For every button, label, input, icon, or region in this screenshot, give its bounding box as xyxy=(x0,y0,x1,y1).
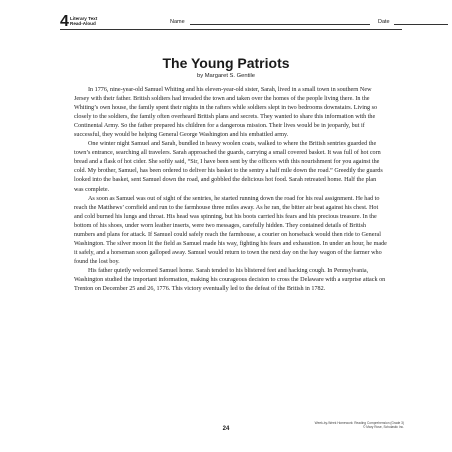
header-section-line1: Literary Text xyxy=(70,16,98,21)
name-field[interactable] xyxy=(190,24,370,25)
footer-credit xyxy=(315,421,404,429)
story-paragraph-3: As soon as Samuel was out of sight of the sentries, he started running down the road for his real assignment. He had to reach the Matthews’ cornfield and run to the farmhouse three miles away. As he ran, the bitter air beat against his chest. Hot and cold burned his lungs and throat. His head was spinning, but his boots carried his fears and his precious treasure. In the bottom of his shoes, under worn leather inserts, were two messages, carefully hidden. They contained details of British numbers and plans for attack. If Samuel could safely reach the farmhouse, a courier on horseback would then ride to General Washington. The silver moon lit the field as Samuel made his way, fighting his fears and exhaustion. In under an hour, he made it safely, and a horseman soon galloped away. Samuel would return to town the next day on the hay wagon of the farmer who found the lost boy. xyxy=(74,195,387,265)
date-field[interactable] xyxy=(394,24,448,25)
story-title: The Young Patriots xyxy=(162,55,290,71)
worksheet-header xyxy=(60,13,402,30)
date-label: Date xyxy=(378,19,390,25)
name-label: Name xyxy=(170,19,185,25)
footer-credit-line1: Week-by-Week Homework: Reading Comprehension (Grade 3) xyxy=(314,421,404,425)
header-section-line2: Read-Aloud xyxy=(70,21,96,27)
header-page-number: 4 xyxy=(60,13,69,30)
story-paragraph-2: One winter night Samuel and Sarah, bundled in heavy woolen coats, walked to where the British sentries guarded the town’s entrance, searching all travelers. Sarah approached the guards, carrying a small covered basket. It was full of hot corn bread and a flask of hot cider. She softly said, “Sir, I have been sent by the officers with this nourishment for you against the cold. My brother, Samuel, has been ordered to deliver his basket to the sentry a half mile down the road.” Greedily the guards looked into the basket, sent Samuel down the road, and gobbled the delicious hot food. Sarah retreated home. Half the plan was complete. xyxy=(74,141,383,193)
story-paragraph-1: In 1776, nine-year-old Samuel Whiting and his eleven-year-old sister, Sarah, lived in a small town in southern New Jersey with their father. British soldiers had invaded the town and taken over the homes of the people living there. In the Whiting’s own house, the family spent their nights in the rafters while soldiers slept in two bedrooms downstairs. Living so closely to the soldiers, the family often overheard British plans and secrets. They wanted to share this information with the Continental Army. So the father prepared his children for a dangerous mission. Their lives would be in jeopardy, but if successful, they would be helping General George Washington and his embattled army. xyxy=(74,87,378,139)
header-section-label xyxy=(70,16,97,27)
header-divider xyxy=(60,29,402,30)
story-byline: by Margaret S. Gentile xyxy=(197,73,255,79)
footer-credit-line2: © Mary Rose, Scholastic Inc. xyxy=(363,425,404,429)
footer-page-number: 24 xyxy=(222,426,230,432)
story-body xyxy=(74,86,387,294)
story-paragraph-4: His father quietly welcomed Samuel home. Sarah tended to his blistered feet and hacking cough. In Pennsylvania, Washington studied the important information, making his courageous decision to cross the Delaware with a surprise attack on Trenton on December 25 and 26, 1776. This victory eventually led to the defeat of the British in 1782. xyxy=(74,267,386,293)
